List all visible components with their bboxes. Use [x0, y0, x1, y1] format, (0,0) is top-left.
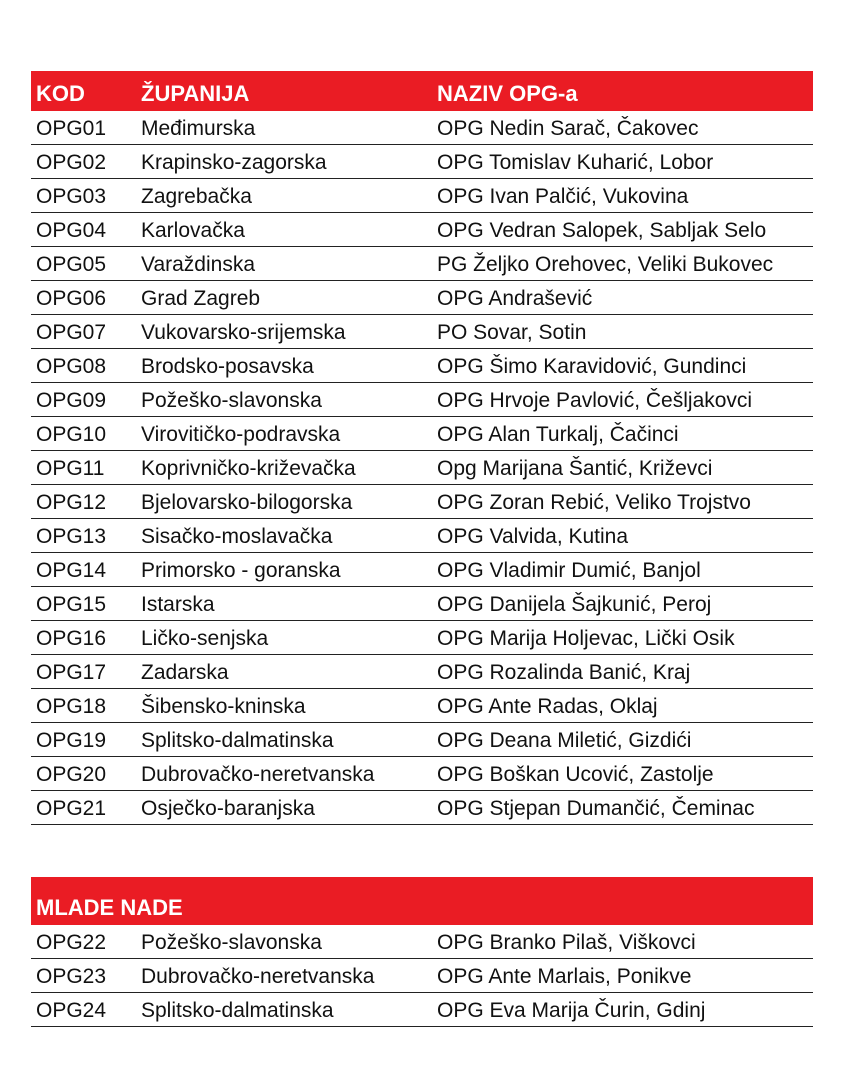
table-row [31, 417, 813, 451]
cell-county: Primorsko - goranska [141, 559, 341, 582]
cell-name: OPG Ante Radas, Oklaj [437, 695, 658, 718]
main-table [31, 71, 813, 825]
cell-name: OPG Tomislav Kuharić, Lobor [437, 151, 714, 174]
cell-name: OPG Eva Marija Čurin, Gdinj [437, 999, 706, 1022]
cell-name: OPG Valvida, Kutina [437, 525, 629, 548]
cell-county: Varaždinska [141, 253, 256, 276]
table-row [31, 383, 813, 417]
cell-code: OPG22 [36, 931, 107, 954]
cell-code: OPG16 [36, 627, 107, 650]
cell-name: OPG Ivan Palčić, Vukovina [437, 185, 689, 208]
cell-county: Dubrovačko-neretvanska [141, 965, 375, 988]
cell-code: OPG23 [36, 965, 107, 988]
table-row [31, 247, 813, 281]
cell-code: OPG21 [36, 797, 107, 820]
cell-code: OPG06 [36, 287, 107, 310]
cell-county: Vukovarsko-srijemska [141, 321, 346, 344]
table-row [31, 451, 813, 485]
cell-county: Ličko-senjska [141, 627, 269, 650]
cell-name: PO Sovar, Sotin [437, 321, 587, 344]
young-table [31, 877, 813, 1027]
table-row [31, 757, 813, 791]
cell-name: OPG Vedran Salopek, Sabljak Selo [437, 219, 767, 242]
cell-county: Brodsko-posavska [141, 355, 314, 378]
table-row [31, 959, 813, 993]
cell-name: OPG Hrvoje Pavlović, Češljakovci [437, 389, 753, 412]
cell-code: OPG20 [36, 763, 107, 786]
cell-county: Zadarska [141, 661, 229, 684]
cell-county: Virovitičko-podravska [141, 423, 341, 446]
cell-county: Dubrovačko-neretvanska [141, 763, 375, 786]
cell-code: OPG19 [36, 729, 107, 752]
cell-county: Požeško-slavonska [141, 931, 322, 954]
table-row [31, 553, 813, 587]
table-row [31, 145, 813, 179]
header-kod: KOD [36, 81, 85, 106]
cell-code: OPG17 [36, 661, 107, 684]
cell-code: OPG01 [36, 117, 107, 140]
header-naziv: NAZIV OPG-a [437, 81, 578, 106]
cell-county: Splitsko-dalmatinska [141, 729, 334, 752]
cell-county: Međimurska [141, 117, 256, 140]
cell-county: Sisačko-moslavačka [141, 525, 333, 548]
table-row [31, 213, 813, 247]
cell-code: OPG12 [36, 491, 107, 514]
cell-name: PG Željko Orehovec, Veliki Bukovec [437, 253, 774, 276]
table-row [31, 315, 813, 349]
cell-name: OPG Deana Miletić, Gizdići [437, 729, 692, 752]
table-row [31, 791, 813, 825]
cell-county: Zagrebačka [141, 185, 252, 208]
cell-code: OPG24 [36, 999, 107, 1022]
table-row [31, 349, 813, 383]
cell-county: Krapinsko-zagorska [141, 151, 327, 174]
table-row [31, 925, 813, 959]
table-row [31, 485, 813, 519]
cell-name: OPG Nedin Sarač, Čakovec [437, 117, 699, 140]
table-row [31, 621, 813, 655]
young-table-title: MLADE NADE [36, 895, 183, 920]
cell-name: OPG Ante Marlais, Ponikve [437, 965, 692, 988]
cell-name: OPG Boškan Ucović, Zastolje [437, 763, 714, 786]
cell-name: OPG Marija Holjevac, Lički Osik [437, 627, 735, 650]
cell-name: OPG Branko Pilaš, Viškovci [437, 931, 696, 954]
cell-code: OPG05 [36, 253, 107, 276]
cell-county: Osječko-baranjska [141, 797, 315, 820]
cell-county: Bjelovarsko-bilogorska [141, 491, 353, 514]
cell-code: OPG15 [36, 593, 107, 616]
cell-code: OPG18 [36, 695, 107, 718]
table-row [31, 179, 813, 213]
cell-code: OPG10 [36, 423, 107, 446]
cell-name: OPG Alan Turkalj, Čačinci [437, 423, 679, 446]
cell-code: OPG08 [36, 355, 107, 378]
cell-name: OPG Zoran Rebić, Veliko Trojstvo [437, 491, 751, 514]
cell-code: OPG13 [36, 525, 107, 548]
table-row [31, 519, 813, 553]
table-row [31, 993, 813, 1027]
table-row [31, 723, 813, 757]
table-header [31, 71, 813, 111]
cell-code: OPG03 [36, 185, 107, 208]
cell-county: Šibensko-kninska [141, 695, 306, 718]
cell-code: OPG07 [36, 321, 107, 344]
cell-name: OPG Vladimir Dumić, Banjol [437, 559, 701, 582]
cell-county: Koprivničko-križevačka [141, 457, 356, 480]
table-row [31, 655, 813, 689]
cell-county: Splitsko-dalmatinska [141, 999, 334, 1022]
cell-county: Požeško-slavonska [141, 389, 322, 412]
table-row [31, 111, 813, 145]
cell-code: OPG09 [36, 389, 107, 412]
cell-name: OPG Rozalinda Banić, Kraj [437, 661, 691, 684]
cell-name: OPG Andrašević [437, 287, 593, 310]
young-table-header [31, 877, 813, 925]
cell-code: OPG14 [36, 559, 107, 582]
cell-name: OPG Stjepan Dumančić, Čeminac [437, 797, 755, 820]
cell-code: OPG11 [36, 457, 105, 480]
cell-code: OPG04 [36, 219, 107, 242]
cell-name: Opg Marijana Šantić, Križevci [437, 457, 713, 480]
cell-code: OPG02 [36, 151, 107, 174]
header-zupanija: ŽUPANIJA [141, 81, 250, 106]
cell-name: OPG Šimo Karavidović, Gundinci [437, 355, 747, 378]
cell-county: Karlovačka [141, 219, 245, 242]
cell-county: Grad Zagreb [141, 287, 261, 310]
table-row [31, 281, 813, 315]
cell-name: OPG Danijela Šajkunić, Peroj [437, 593, 712, 616]
table-row [31, 587, 813, 621]
table-row [31, 689, 813, 723]
cell-county: Istarska [141, 593, 215, 616]
